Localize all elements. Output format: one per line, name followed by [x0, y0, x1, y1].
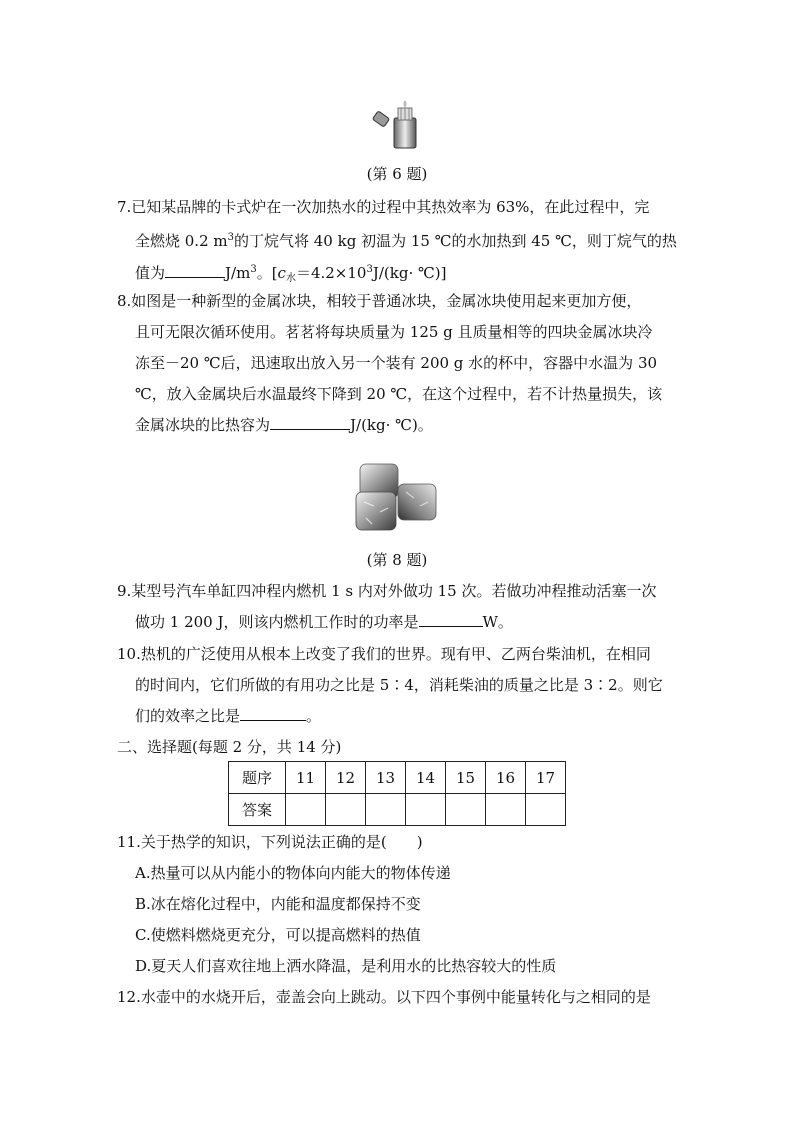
q11-option-c[interactable]: C.使燃料燃烧更充分，可以提高燃料的热值: [135, 926, 421, 944]
q7-line-3: [135, 260, 446, 289]
q9-line-1: 9.某型号汽车单缸四冲程内燃机 1 s 内对外做功 15 次。若做功冲程推动活塞一次: [117, 582, 657, 600]
q7-superscript: 3: [250, 264, 257, 275]
q8-text: 金属冰块的比热容为: [135, 416, 271, 434]
figure-8-caption: (第 8 题): [366, 551, 428, 569]
cassette-stove-icon: [372, 100, 422, 150]
q8-line-4: ℃，放入金属块后水温最终下降到 20 ℃，在这个过程中，若不计热量损失，该: [135, 385, 663, 403]
table-cell-number: 14: [406, 762, 446, 794]
q10-answer-blank[interactable]: [240, 706, 306, 721]
q7-text: J/m: [225, 264, 251, 282]
q9-text: 做功 1 200 J，则该内燃机工作时的功率是: [135, 613, 419, 631]
table-cell-number: 16: [486, 762, 526, 794]
section-2-title: 二、选择题(每题 2 分，共 14 分): [117, 738, 342, 756]
q10-line-3: [135, 706, 321, 726]
table-cell-number: 17: [526, 762, 566, 794]
table-cell-number: 15: [446, 762, 486, 794]
table-row: [229, 794, 566, 826]
answer-cell[interactable]: [446, 794, 486, 826]
q12-stem: 12.水壶中的水烧开后，壶盖会向上跳动。以下四个事例中能量转化与之相同的是: [117, 988, 651, 1006]
table-row: [229, 762, 566, 794]
answer-cell[interactable]: [526, 794, 566, 826]
q10-text: 。: [306, 707, 322, 725]
table-header-answer: 答案: [229, 794, 286, 826]
q8-line-3: 冻至－20 ℃后，迅速取出放入另一个装有 200 g 水的杯中，容器中水温为 30: [135, 354, 658, 372]
q7-answer-blank[interactable]: [165, 263, 225, 278]
q11-option-a[interactable]: A.热量可以从内能小的物体向内能大的物体传递: [135, 864, 451, 882]
q8-answer-blank[interactable]: [270, 415, 350, 430]
q7-superscript: 3: [366, 264, 373, 275]
q8-line-2: 且可无限次循环使用。茗茗将每块质量为 125 g 且质量相等的四块金属冰块冷: [135, 323, 653, 341]
q7-line-2: [135, 228, 677, 251]
figure-6-caption: (第 6 题): [366, 165, 428, 183]
answer-cell[interactable]: [406, 794, 446, 826]
q7-superscript: 3: [227, 232, 234, 243]
q7-text: J/(kg· ℃)]: [372, 264, 447, 282]
answer-table: [228, 761, 566, 826]
answer-cell[interactable]: [326, 794, 366, 826]
answer-cell[interactable]: [286, 794, 326, 826]
q7-text: ＝4.2×10: [295, 264, 367, 282]
q9-line-2: [135, 612, 513, 632]
q10-text: 们的效率之比是: [135, 707, 241, 725]
q11-option-d[interactable]: D.夏天人们喜欢往地上洒水降温，是利用水的比热容较大的性质: [135, 957, 557, 975]
answer-cell[interactable]: [486, 794, 526, 826]
q10-line-2: 的时间内，它们所做的有用功之比是 5∶4，消耗柴油的质量之比是 3∶2。则它: [135, 676, 663, 694]
q10-line-1: 10.热机的广泛使用从根本上改变了我们的世界。现有甲、乙两台柴油机，在相同: [117, 645, 651, 663]
q7-text: 的丁烷气将 40 kg 初温为 15 ℃的水加热到 45 ℃，则丁烷气的热: [234, 232, 677, 250]
table-cell-number: 12: [326, 762, 366, 794]
q7-text: 值为: [135, 264, 166, 282]
q7-subscript: 水: [285, 273, 296, 284]
q7-line-1: 7.已知某品牌的卡式炉在一次加热水的过程中其热效率为 63%，在此过程中，完: [117, 198, 650, 216]
table-header-question-number: 题序: [229, 762, 286, 794]
table-cell-number: 13: [366, 762, 406, 794]
q7-text: 。[: [256, 264, 278, 282]
q7-symbol-c: c: [277, 264, 286, 282]
q11-option-b[interactable]: B.冰在熔化过程中，内能和温度都保持不变: [135, 895, 421, 913]
q8-text: J/(kg· ℃)。: [350, 416, 433, 434]
q9-text: W。: [482, 613, 513, 631]
q9-answer-blank[interactable]: [419, 612, 483, 627]
q11-stem: 11.关于热学的知识，下列说法正确的是( ): [117, 833, 423, 851]
q8-line-1: 8.如图是一种新型的金属冰块，相较于普通冰块，金属冰块使用起来更加方便，: [117, 292, 642, 310]
q8-line-5: [135, 415, 433, 435]
metal-ice-cubes-icon: [352, 462, 440, 532]
answer-cell[interactable]: [366, 794, 406, 826]
table-cell-number: 11: [286, 762, 326, 794]
q7-text: 全燃烧 0.2 m: [135, 232, 228, 250]
